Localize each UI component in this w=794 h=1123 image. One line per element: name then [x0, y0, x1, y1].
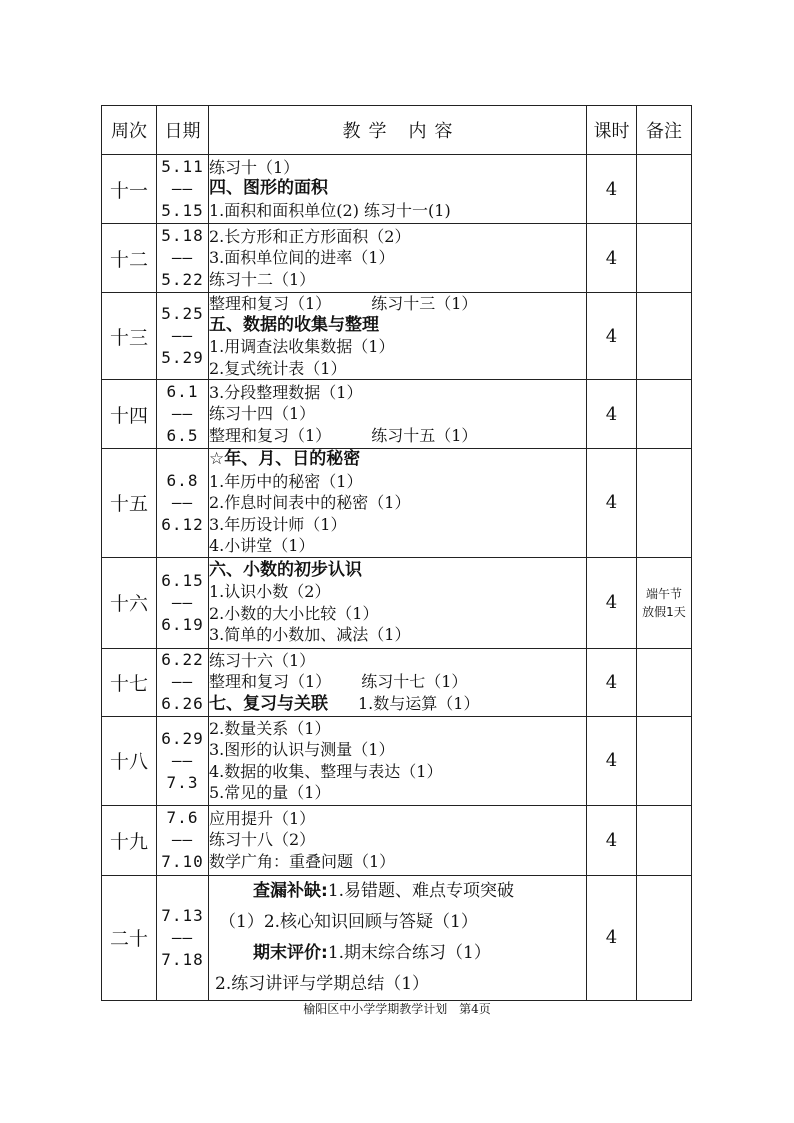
note-cell	[637, 380, 692, 449]
note-cell	[637, 875, 692, 1000]
teaching-plan-table	[101, 105, 692, 1001]
content-cell: 六、小数的初步认识 1.认识小数（2） 2.小数的大小比较（1） 3.简单的小数加、减法（1）	[209, 557, 587, 648]
date-cell: 6.8 —— 6.12	[157, 449, 209, 558]
note-cell	[637, 716, 692, 805]
content-cell: 2.长方形和正方形面积（2） 3.面积单位间的进率（1） 练习十二（1）	[209, 224, 587, 293]
hours-cell: 4	[587, 557, 637, 648]
date-cell: 6.22 —— 6.26	[157, 648, 209, 716]
table-row	[102, 716, 692, 805]
footer-title: 榆阳区中小学学期教学计划	[303, 1002, 448, 1016]
header-note: 备注	[637, 106, 692, 155]
date-cell: 5.18 —— 5.22	[157, 224, 209, 293]
table-row	[102, 648, 692, 716]
note-cell	[637, 155, 692, 224]
hours-cell: 4	[587, 805, 637, 875]
note-cell	[637, 648, 692, 716]
header-date: 日期	[157, 106, 209, 155]
table-row	[102, 449, 692, 558]
table-row	[102, 875, 692, 1000]
content-cell: 整理和复习（1） 练习十三（1） 五、数据的收集与整理 1.用调查法收集数据（1） 2.复式统计表（1）	[209, 293, 587, 380]
header-content: 教 学 内 容	[209, 106, 587, 155]
week-cell: 十六	[102, 557, 157, 648]
table-row	[102, 557, 692, 648]
content-cell: 应用提升（1） 练习十八（2） 数学广角：重叠问题（1）	[209, 805, 587, 875]
week-cell: 十四	[102, 380, 157, 449]
week-cell: 十一	[102, 155, 157, 224]
table-row	[102, 155, 692, 224]
date-cell: 7.13 —— 7.18	[157, 875, 209, 1000]
hours-cell: 4	[587, 380, 637, 449]
table-header-row	[102, 106, 692, 155]
week-cell: 十五	[102, 449, 157, 558]
note-cell-holiday: 端午节 放假1天	[637, 557, 692, 648]
hours-cell: 4	[587, 648, 637, 716]
week-cell: 二十	[102, 875, 157, 1000]
table-row	[102, 293, 692, 380]
page-footer	[0, 1000, 794, 1017]
date-cell: 6.29 —— 7.3	[157, 716, 209, 805]
footer-page-number: 第4页	[459, 1002, 491, 1016]
content-cell: 2.数量关系（1） 3.图形的认识与测量（1） 4.数据的收集、整理与表达（1） 5.常见的量（1）	[209, 716, 587, 805]
table-row	[102, 380, 692, 449]
hours-cell: 4	[587, 875, 637, 1000]
note-cell	[637, 224, 692, 293]
date-cell: 6.15 —— 6.19	[157, 557, 209, 648]
content-cell: 3.分段整理数据（1） 练习十四（1） 整理和复习（1） 练习十五（1）	[209, 380, 587, 449]
note-cell	[637, 805, 692, 875]
header-week: 周次	[102, 106, 157, 155]
content-cell: 练习十六（1） 整理和复习（1） 练习十七（1） 七、复习与关联 1.数与运算（1）	[209, 648, 587, 716]
week-cell: 十三	[102, 293, 157, 380]
hours-cell: 4	[587, 449, 637, 558]
content-cell: 查漏补缺:1.易错题、难点专项突破 （1）2.核心知识回顾与答疑（1） 期末评价:1.期末综合练习（1） 2.练习讲评与学期总结（1）	[209, 875, 587, 1000]
week-cell: 十九	[102, 805, 157, 875]
date-cell: 7.6 —— 7.10	[157, 805, 209, 875]
hours-cell: 4	[587, 155, 637, 224]
note-cell	[637, 449, 692, 558]
table-row	[102, 805, 692, 875]
hours-cell: 4	[587, 293, 637, 380]
date-cell: 6.1 —— 6.5	[157, 380, 209, 449]
week-cell: 十七	[102, 648, 157, 716]
hours-cell: 4	[587, 716, 637, 805]
week-cell: 十八	[102, 716, 157, 805]
content-cell: 练习十（1） 四、图形的面积 1.面积和面积单位(2) 练习十一(1)	[209, 155, 587, 224]
date-cell: 5.11 —— 5.15	[157, 155, 209, 224]
header-hours: 课时	[587, 106, 637, 155]
date-cell: 5.25 —— 5.29	[157, 293, 209, 380]
hours-cell: 4	[587, 224, 637, 293]
content-cell: ☆年、月、日的秘密 1.年历中的秘密（1） 2.作息时间表中的秘密（1） 3.年历设计师（1） 4.小讲堂（1）	[209, 449, 587, 558]
week-cell: 十二	[102, 224, 157, 293]
table-row	[102, 224, 692, 293]
note-cell	[637, 293, 692, 380]
